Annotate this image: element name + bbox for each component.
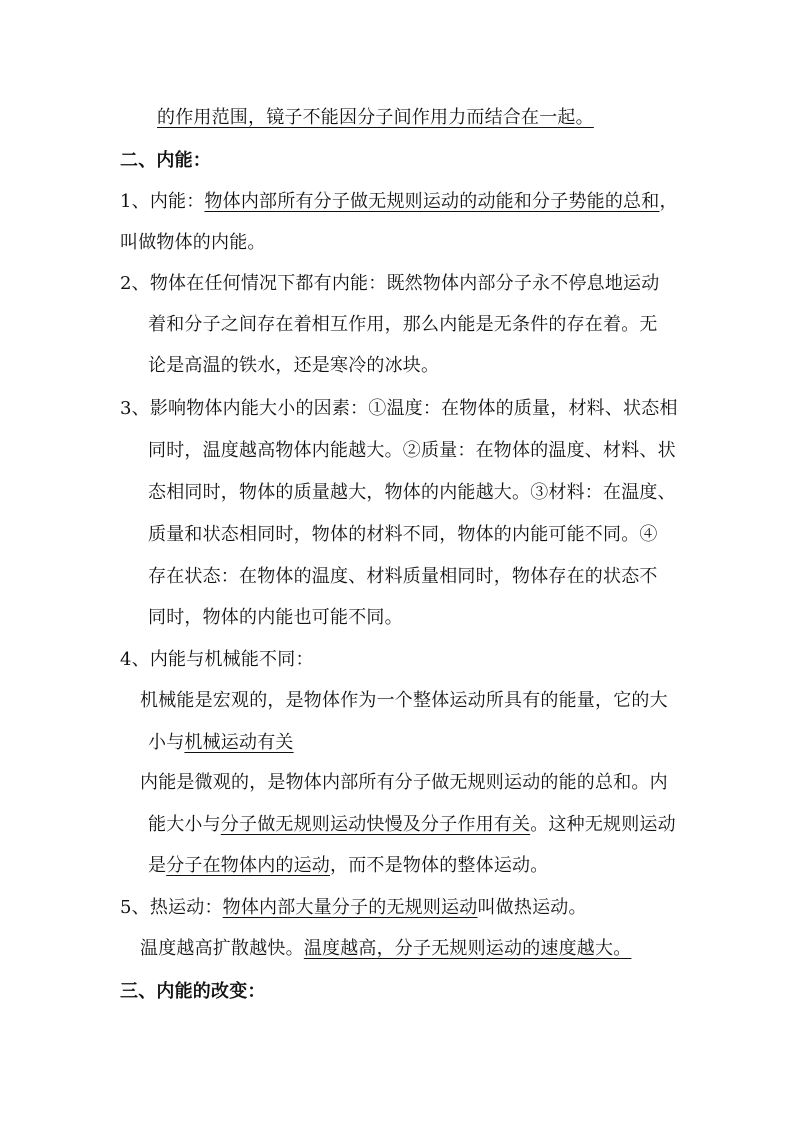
text-segment: 。这种无规则运动 [530, 814, 676, 835]
text-line [140, 937, 631, 961]
text-line [148, 439, 676, 463]
text-line [148, 313, 658, 337]
section-heading-internal-energy-change [120, 980, 266, 1004]
text-line [148, 565, 658, 589]
underlined-text: 物体内部所有分子做无规则运动的动能和分子势能的总和 [204, 191, 660, 212]
text-line [148, 481, 676, 505]
text-segment: 3、影响物体内能大小的因素：①温度：在物体的质量，材料、状态相 [120, 398, 678, 419]
text-line [140, 771, 668, 795]
text-segment: 叫做热运动。 [477, 897, 587, 918]
section-heading-internal-energy [120, 149, 211, 173]
text-line [120, 190, 678, 214]
text-line [120, 231, 266, 255]
underlined-text: 的作用范围，镜子不能因分子间作用力而结合在一起。 [157, 107, 594, 128]
text-segment: 温度越高扩散越快。 [140, 938, 304, 959]
text-segment: 质量和状态相同时，物体的材料不同，物体的内能可能不同。④ [148, 524, 658, 545]
text-line [148, 606, 403, 630]
text-line [148, 813, 676, 837]
text-segment: 同时，物体的内能也可能不同。 [148, 607, 403, 628]
text-line [140, 689, 668, 713]
text-segment: 叫做物体的内能。 [120, 232, 266, 253]
text-segment: ， [659, 191, 678, 212]
text-segment: 1、内能： [120, 191, 205, 212]
text-segment: 存在状态：在物体的温度、材料质量相同时，物体存在的状态不 [148, 566, 658, 587]
text-line [148, 854, 548, 878]
text-line [148, 731, 294, 755]
text-line [148, 354, 439, 378]
text-segment: 同时，温度越高物体内能越大。②质量：在物体的温度、材料、状 [148, 440, 676, 461]
underlined-text: 分子在物体内的运动 [166, 855, 331, 876]
text-segment: 内能是微观的，是物体内部所有分子做无规则运动的能的总和。内 [140, 772, 668, 793]
text-segment: 论是高温的铁水，还是寒冷的冰块。 [148, 355, 440, 376]
text-segment: 4、内能与机械能不同： [120, 649, 314, 670]
text-segment: 2、物体在任何情况下都有内能：既然物体内部分子永不停息地运动 [120, 273, 660, 294]
text-line [120, 272, 659, 296]
text-segment: 是 [148, 855, 167, 876]
underlined-text: 机械运动有关 [184, 732, 294, 753]
underlined-text: 物体内部大量分子的无规则运动 [222, 897, 478, 918]
text-segment: 5、热运动： [120, 897, 223, 918]
underlined-text: 分子做无规则运动快慢及分子作用有关 [220, 814, 531, 835]
text-segment: 小与 [148, 732, 185, 753]
text-line [157, 106, 594, 130]
text-segment: 二、内能： [120, 150, 211, 171]
text-segment: 着和分子之间存在着相互作用，那么内能是无条件的存在着。无 [148, 314, 658, 335]
text-line [120, 397, 678, 421]
text-segment: 三、内能的改变： [120, 981, 266, 1002]
text-segment: ，而不是物体的整体运动。 [330, 855, 549, 876]
text-segment: 能大小与 [148, 814, 221, 835]
text-line [148, 523, 658, 547]
underlined-text: 温度越高，分子无规则运动的速度越大。 [303, 938, 632, 959]
text-segment: 态相同时，物体的质量越大，物体的内能越大。③材料：在温度、 [148, 482, 676, 503]
text-line [120, 896, 587, 920]
text-line [120, 648, 314, 672]
text-segment: 机械能是宏观的，是物体作为一个整体运动所具有的能量，它的大 [140, 690, 668, 711]
